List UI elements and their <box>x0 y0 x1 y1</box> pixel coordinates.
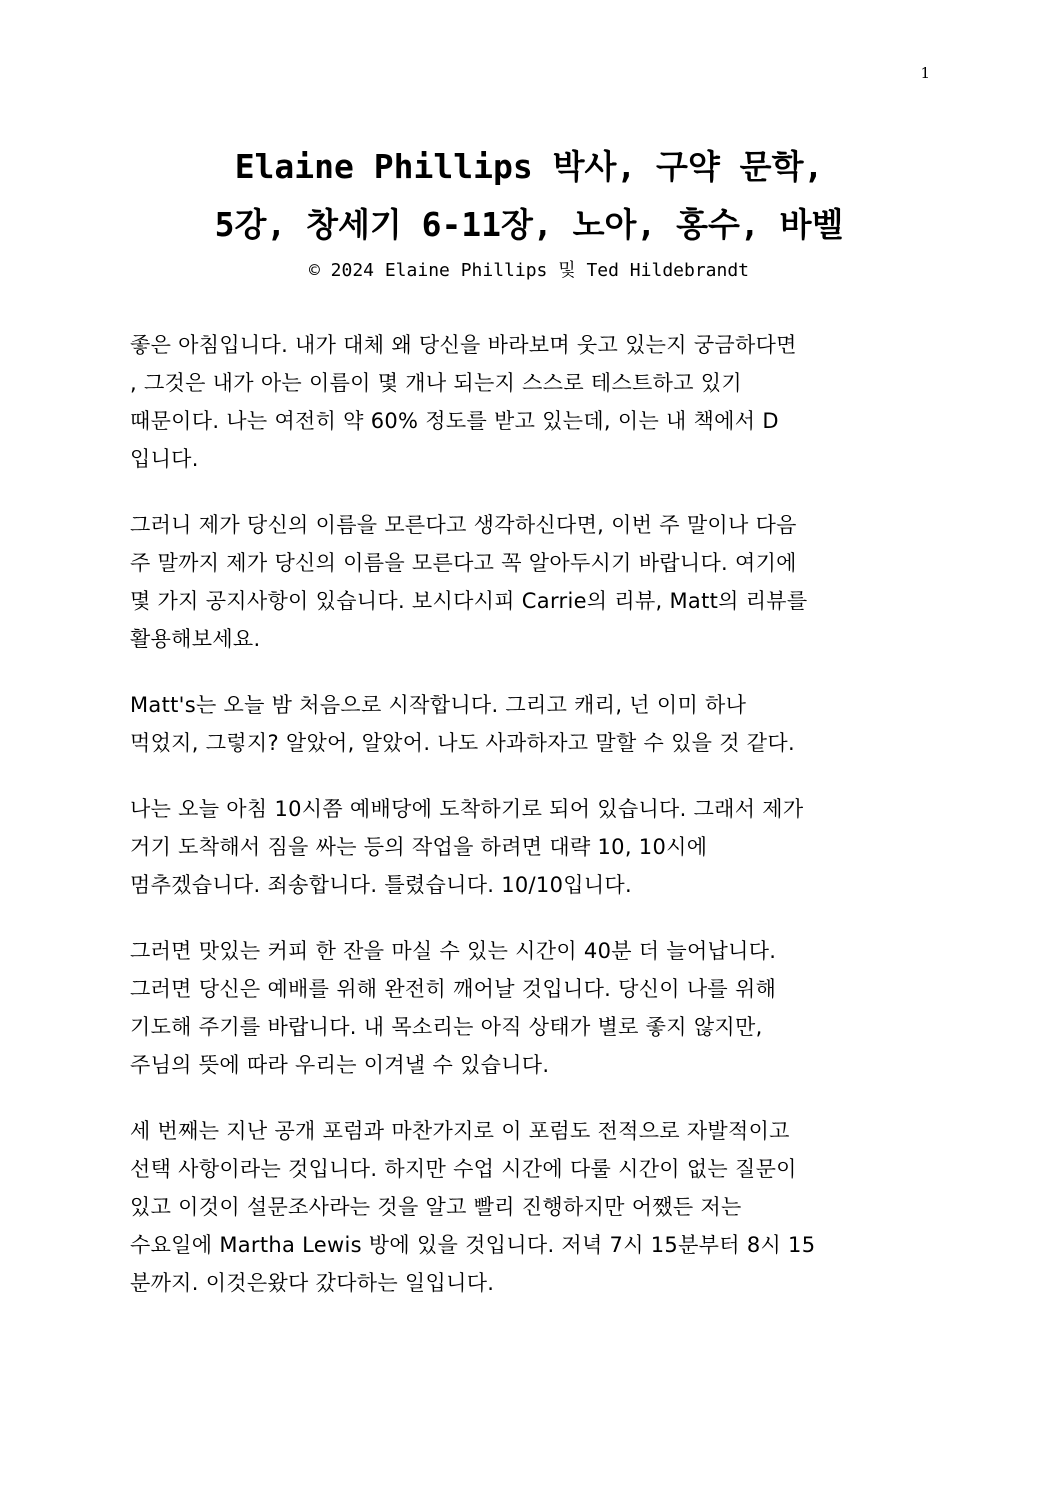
text-line: 입니다. <box>130 447 199 471</box>
text-line: 선택 사항이라는 것입니다. 하지만 수업 시간에 다룰 시간이 없는 질문이 <box>130 1157 797 1181</box>
text-line: 때문이다. 나는 여전히 약 60% 정도를 받고 있는데, 이는 내 책에서 D <box>130 409 779 433</box>
text-line: 나는 오늘 아침 10시쯤 예배당에 도착하기로 되어 있습니다. 그래서 제가 <box>130 797 804 821</box>
paragraph-2 <box>130 506 930 658</box>
document-title-line-2: 5강, 창세기 6-11장, 노아, 홍수, 바벨 <box>214 205 844 244</box>
text-line: 몇 가지 공지사항이 있습니다. 보시다시피 Carrie의 리뷰, Matt의 리뷰를 <box>130 589 808 613</box>
paragraph-6 <box>130 1112 930 1302</box>
document-body <box>130 326 930 1330</box>
text-line: 멈추겠습니다. 죄송합니다. 틀렸습니다. 10/10입니다. <box>130 873 632 897</box>
paragraph-3 <box>130 686 930 762</box>
text-line: 기도해 주기를 바랍니다. 내 목소리는 아직 상태가 별로 좋지 않지만, <box>130 1015 763 1039</box>
text-line: 그러면 당신은 예배를 위해 완전히 깨어날 것입니다. 당신이 나를 위해 <box>130 977 777 1001</box>
text-line: Matt's는 오늘 밤 처음으로 시작합니다. 그리고 캐리, 넌 이미 하나 <box>130 693 747 717</box>
text-line: 먹었지, 그렇지? 알았어, 알았어. 나도 사과하자고 말할 수 있을 것 같다. <box>130 731 795 755</box>
paragraph-1 <box>130 326 930 478</box>
document-header <box>0 138 1058 284</box>
text-line: 주 말까지 제가 당신의 이름을 모른다고 꼭 알아두시기 바랍니다. 여기에 <box>130 551 797 575</box>
text-line: 세 번째는 지난 공개 포럼과 마찬가지로 이 포럼도 전적으로 자발적이고 <box>130 1119 790 1143</box>
text-line: 그러니 제가 당신의 이름을 모른다고 생각하신다면, 이번 주 말이나 다음 <box>130 513 797 537</box>
document-title-line-1: Elaine Phillips 박사, 구약 문학, <box>234 147 824 186</box>
page-number: 1 <box>920 64 930 82</box>
text-line: 그러면 맛있는 커피 한 잔을 마실 수 있는 시간이 40분 더 늘어납니다. <box>130 939 777 963</box>
text-line: 좋은 아침입니다. 내가 대체 왜 당신을 바라보며 웃고 있는지 궁금하다면 <box>130 333 797 357</box>
text-line: 거기 도착해서 짐을 싸는 등의 작업을 하려면 대략 10, 10시에 <box>130 835 708 859</box>
text-line: 수요일에 Martha Lewis 방에 있을 것입니다. 저녁 7시 15분부터 8시 15 <box>130 1233 816 1257</box>
text-line: 활용해보세요. <box>130 627 261 651</box>
copyright-notice: © 2024 Elaine Phillips 및 Ted Hildebrandt <box>308 260 750 281</box>
text-line: , 그것은 내가 아는 이름이 몇 개나 되는지 스스로 테스트하고 있기 <box>130 371 742 395</box>
text-line: 분까지. 이것은왔다 갔다하는 일입니다. <box>130 1271 495 1295</box>
paragraph-4 <box>130 790 930 904</box>
text-line: 있고 이것이 설문조사라는 것을 알고 빨리 진행하지만 어쨌든 저는 <box>130 1195 742 1219</box>
paragraph-5 <box>130 932 930 1084</box>
text-line: 주님의 뜻에 따라 우리는 이겨낼 수 있습니다. <box>130 1053 550 1077</box>
